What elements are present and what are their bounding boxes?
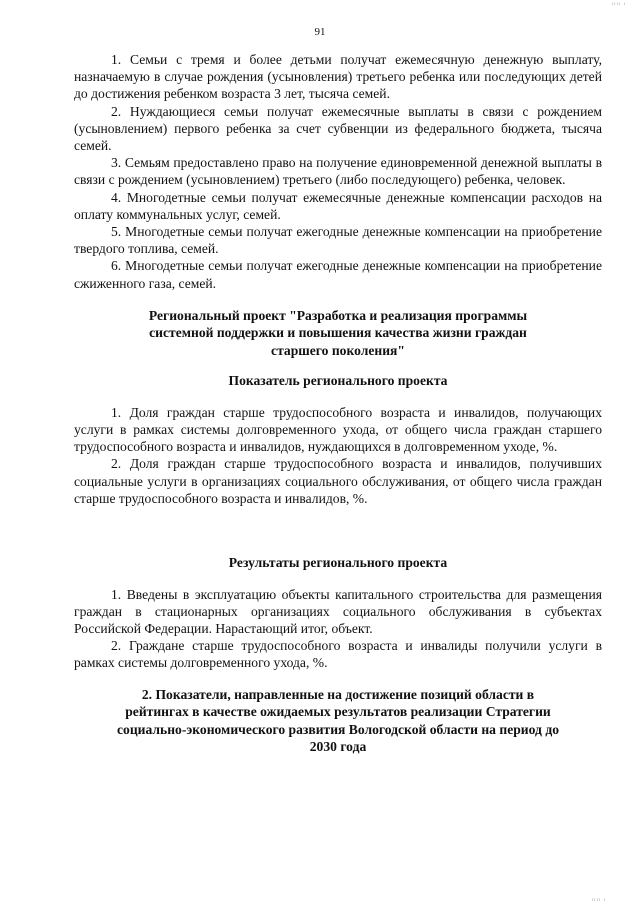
results-list xyxy=(74,586,602,672)
list-item: 5. Многодетные семьи получат ежегодные денежные компенсации на приобретение твердого топлива, семей. xyxy=(74,224,602,257)
intro-list xyxy=(74,51,602,292)
results-heading: Результаты регионального проекта xyxy=(228,555,448,571)
list-item: 2. Нуждающиеся семьи получат ежемесячные выплаты в связи с рождением (усыновлением) первого ребенка за счет субвенции из федерального бюджета, тысяча семей. xyxy=(74,103,602,154)
scan-mark: ıııı ı xyxy=(611,2,626,7)
scan-mark: ıııı ı xyxy=(591,898,606,903)
indicator-heading: Показатель регионального проекта xyxy=(228,373,448,389)
indicator-list xyxy=(74,404,602,507)
list-item: 3. Семьям предоставлено право на получение единовременной денежной выплаты в связи с рождением (усыновлением) третьего (либо последующего) ребенка, человек. xyxy=(74,155,602,188)
list-item: 2. Доля граждан старше трудоспособного возраста и инвалидов, получивших социальные услуги в организациях социального обслуживания, от общего числа граждан старше трудоспособного возраста и инвалидов, %. xyxy=(74,456,602,506)
list-item: 4. Многодетные семьи получат ежемесячные денежные компенсации расходов на оплату коммунальных услуг, семей. xyxy=(74,189,602,222)
list-item: 1. Семьи с тремя и более детьми получат ежемесячную денежную выплату, назначаемую в случае рождения (усыновления) третьего ребенка или последующих детей до достижения ребенком возраста 3 лет, тысяча семей. xyxy=(74,52,602,102)
page-content xyxy=(74,51,602,756)
section-heading: 2. Показатели, направленные на достижение позиций области в рейтингах в качестве ожидаемых результатов реализации Стратегии социально-экономического развития Вологодской области на период до 2030 года xyxy=(116,686,559,755)
project-heading: Региональный проект "Разработка и реализация программы системной поддержки и повышения качества жизни граждан старшего поколения" xyxy=(148,307,528,358)
list-item: 6. Многодетные семьи получат ежегодные денежные компенсации на приобретение сжиженного газа, семей. xyxy=(74,258,602,291)
list-item: 1. Доля граждан старше трудоспособного возраста и инвалидов, получающих услуги в рамках системы долговременного ухода, от общего числа граждан старшего трудоспособного возраста и инвалидов, нуждающихся в долговременном уходе, %. xyxy=(74,404,602,455)
list-item: 2. Граждане старше трудоспособного возраста и инвалиды получили услуги в рамках системы долговременного ухода, %. xyxy=(74,638,602,671)
page-number: 91 xyxy=(314,26,326,38)
list-item: 1. Введены в эксплуатацию объекты капитального строительства для размещения граждан в стационарных организациях социального обслуживания в субъектах Российской Федерации. Нарастающий итог, объект. xyxy=(74,586,602,636)
